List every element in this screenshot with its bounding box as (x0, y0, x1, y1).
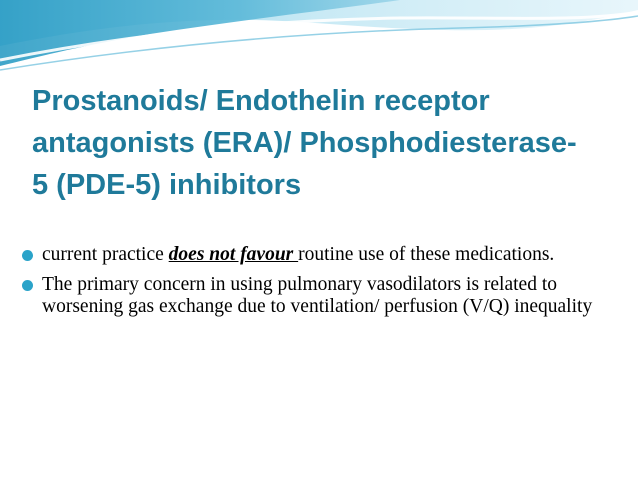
bullet-list (22, 244, 612, 326)
header-wave-decoration (0, 0, 638, 80)
bullet-text-after: routine use of these medications. (298, 244, 555, 265)
bullet-emphasis-text: does not favour (168, 244, 299, 265)
bullet-dot-icon (22, 250, 33, 261)
bullet-text-before: current practice (42, 244, 169, 265)
bullet-dot-icon (22, 280, 33, 291)
bullet-item (22, 274, 612, 318)
slide-title: Prostanoids/ Endothelin receptor antagonists (ERA)/ Phosphodiesterase- 5 (PDE-5) inhibitors (32, 85, 577, 201)
bullet-item (22, 244, 612, 266)
bullet-text: The primary concern in using pulmonary vasodilators is related to worsening gas exchange due to ventilation/ perfusion (V/Q) inequality (42, 274, 593, 317)
